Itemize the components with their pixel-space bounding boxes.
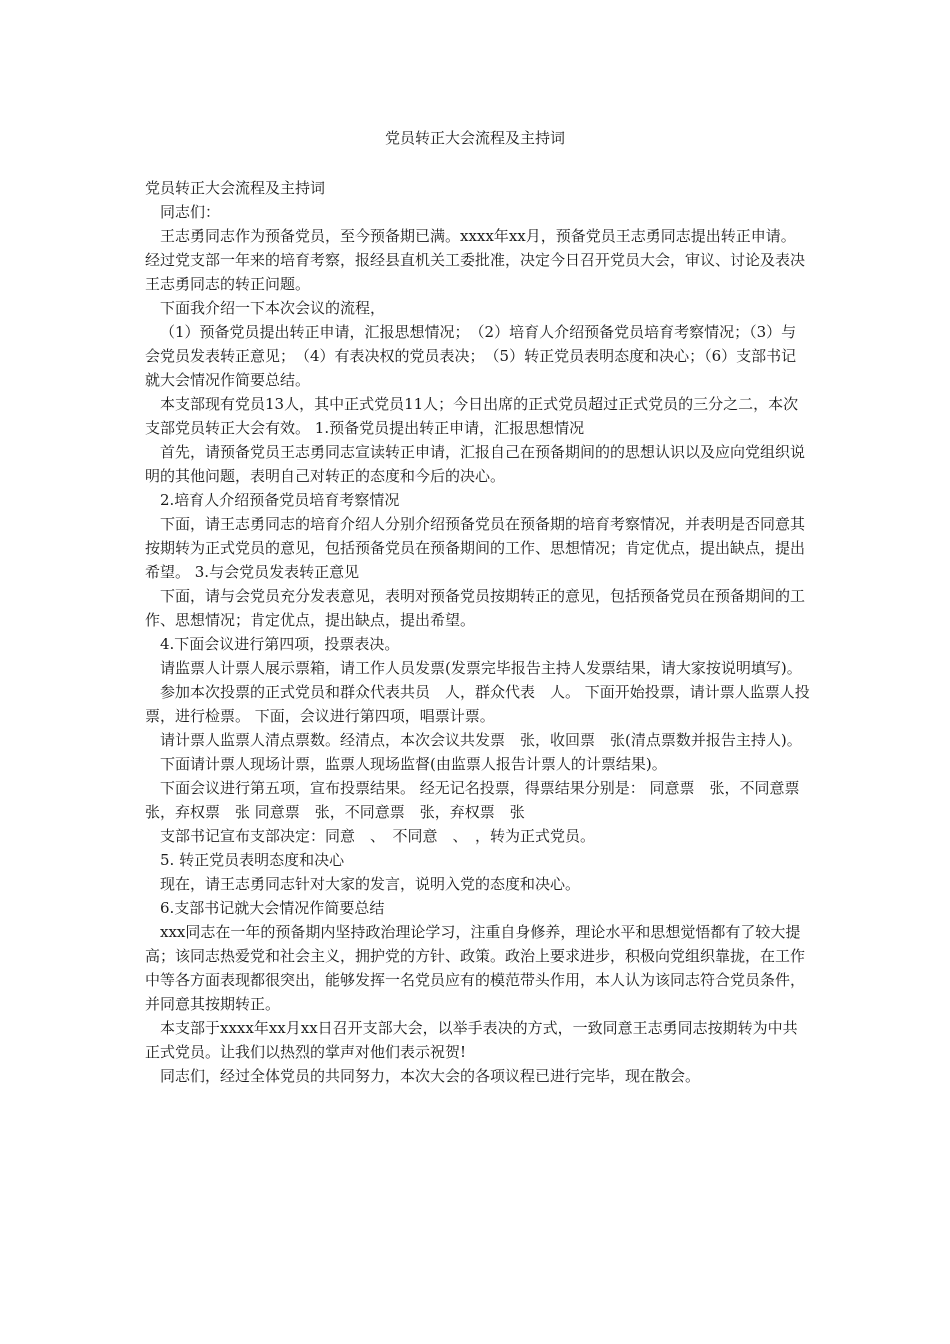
paragraph: 下面我介绍一下本次会议的流程， <box>160 299 386 317</box>
document-title: 党员转正大会流程及主持词 <box>384 129 565 147</box>
paragraph: 现在，请王志勇同志针对大家的发言，说明入党的态度和决心。 <box>160 875 581 893</box>
section-heading: 2.培育人介绍预备党员培育考察情况 <box>160 491 400 509</box>
paragraph: 下面会议进行第五项，宣布投票结果。 经无记名投票，得票结果分别是： 同意票 张，不同意票 张，弃权票 张 同意票 张，不同意票 张，弃权票 张 <box>145 779 815 821</box>
paragraph: 首先，请预备党员王志勇同志宣读转正申请，汇报自己在预备期间的的思想认识以及应向党组织说明的其他问题，表明自己对转正的态度和今后的决心。 <box>145 443 806 485</box>
paragraph: 王志勇同志作为预备党员，至今预备期已满。xxxx年xx月，预备党员王志勇同志提出转正申请。经过党支部一年来的培育考察，报经县直机关工委批准，决定今日召开党员大会，审议、讨论及表决王志勇同志的转正问题。 <box>145 227 806 293</box>
document-body <box>145 176 815 1088</box>
section-heading: 4.下面会议进行第四项，投票表决。 <box>160 635 400 653</box>
paragraph: 请计票人监票人清点票数。经清点，本次会议共发票 张，收回票 张(清点票数并报告主持人)。 <box>160 731 802 749</box>
paragraph: 支部书记宣布支部决定：同意 、 不同意 、 ，转为正式党员。 <box>160 827 596 845</box>
paragraph: 参加本次投票的正式党员和群众代表共员 人，群众代表 人。 下面开始投票，请计票人监票人投票，进行检票。 下面，会议进行第四项，唱票计票。 <box>145 683 810 725</box>
paragraph: 本支部于xxxx年xx月xx日召开支部大会，以举手表决的方式，一致同意王志勇同志按期转为中共正式党员。让我们以热烈的掌声对他们表示祝贺! <box>145 1019 798 1061</box>
paragraph: 同志们： <box>160 203 221 221</box>
paragraph: 下面，请王志勇同志的培育介绍人分别介绍预备党员在预备期的培育考察情况，并表明是否同意其按期转为正式党员的意见，包括预备党员在预备期间的工作、思想情况；肯定优点，提出缺点，提出希望。 3.与会党员发表转正意见 <box>145 515 806 581</box>
paragraph: 请监票人计票人展示票箱，请工作人员发票(发票完毕报告主持人发票结果，请大家按说明填写)。 <box>160 659 802 677</box>
paragraph: （1）预备党员提出转正申请，汇报思想情况； （2）培育人介绍预备党员培育考察情况；（3）与会党员发表转正意见； （4）有表决权的党员表决； （5）转正党员表明态度和决心；（6）支部书记就大会情况作简要总结。 <box>145 323 797 389</box>
paragraph: 同志们，经过全体党员的共同努力，本次大会的各项议程已进行完毕，现在散会。 <box>160 1067 701 1085</box>
paragraph: 本支部现有党员13人，其中正式党员11人；今日出席的正式党员超过正式党员的三分之二，本次支部党员转正大会有效。 1.预备党员提出转正申请，汇报思想情况 <box>145 395 799 437</box>
paragraph: xxx同志在一年的预备期内坚持政治理论学习，注重自身修养，理论水平和思想觉悟都有了较大提高；该同志热爱党和社会主义，拥护党的方针、政策。政治上要求进步，积极向党组织靠拢，在工作中等各方面表现都很突出，能够发挥一名党员应有的模范带头作用，本人认为该同志符合党员条件，并同意其按期转正。 <box>145 923 806 1013</box>
paragraph: 下面请计票人现场计票，监票人现场监督(由监票人报告计票人的计票结果)。 <box>160 755 667 773</box>
paragraph: 下面，请与会党员充分发表意见，表明对预备党员按期转正的意见，包括预备党员在预备期间的工作、思想情况；肯定优点，提出缺点，提出希望。 <box>145 587 806 629</box>
section-heading: 6.支部书记就大会情况作简要总结 <box>160 899 385 917</box>
subtitle: 党员转正大会流程及主持词 <box>145 179 326 197</box>
section-heading: 5. 转正党员表明态度和决心 <box>160 851 345 869</box>
